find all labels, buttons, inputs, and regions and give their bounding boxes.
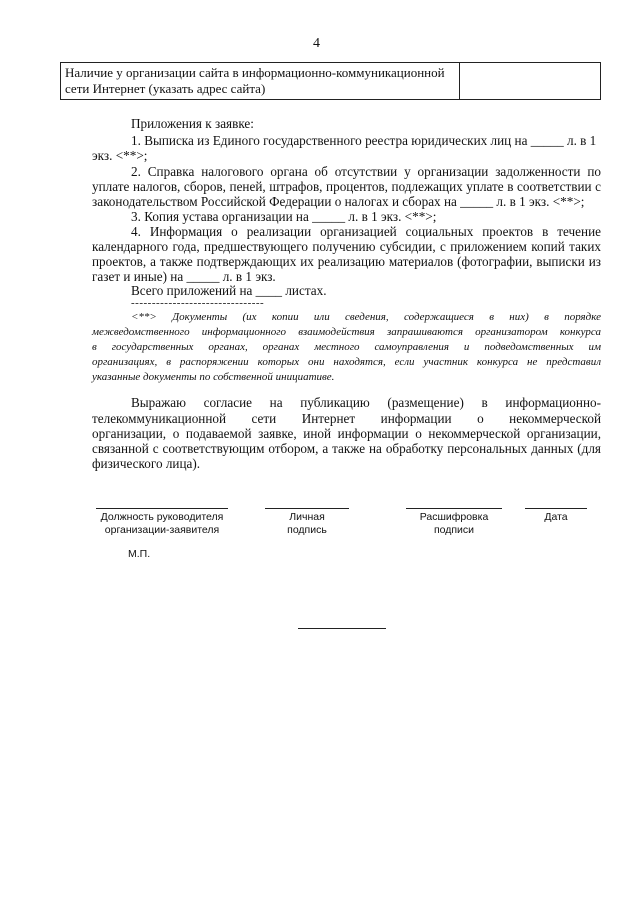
website-row-label: [61, 63, 460, 100]
position-signature-line[interactable]: [96, 508, 228, 509]
position-caption-line1: Должность руководителя: [100, 511, 224, 523]
appendix-item3: 3. Копия устава организации на _____ л. в 1 экз. <**>;: [131, 209, 437, 224]
appendix-item1-line1: 1. Выписка из Единого государственного реестра юридических лиц на _____ л. в 1: [131, 133, 597, 148]
consent-line1: Выражаю согласие на публикацию (размещение) в информационно-: [131, 395, 601, 410]
consent-line5: физического лица).: [92, 456, 201, 471]
consent-line2: телекоммуникационной сети Интернет информации о некоммерческой: [92, 411, 601, 426]
appendix-item2-line1: 2. Справка налогового органа об отсутствии у организации задолженности по: [131, 164, 601, 179]
website-label-line1: Наличие у организации сайта в информационно-коммуникационной: [65, 65, 445, 80]
website-row-value[interactable]: [460, 63, 601, 100]
consent-line3: организации, о подаваемой заявке, иной информации о некоммерческой организации,: [92, 426, 601, 441]
decoding-caption-line1: Расшифровка: [419, 511, 489, 523]
seal-placeholder: М.П.: [128, 548, 151, 560]
footnote-line5: указанные документы по собственной инициативе.: [92, 371, 335, 383]
appendix-item2-line3: законодательством Российской Федерации о налогах и сборах на _____ л. в 1 экз. <**>;: [92, 194, 585, 209]
appendix-item2-line2: уплате налогов, сборов, пеней, штрафов, процентов, подлежащих уплате в соответствии с: [92, 179, 601, 194]
appendix-item1-line2: экз. <**>;: [92, 148, 148, 163]
appendix-item4-line4: газет и иные) на _____ л. в 1 экз.: [92, 269, 276, 284]
end-of-document-line: [298, 628, 386, 629]
footnote-line1: <**> Документы (их копии или сведения, содержащиеся в них) в порядке: [131, 311, 601, 323]
position-caption-line2: организации-заявителя: [104, 524, 220, 536]
signature-caption-line1: Личная: [289, 511, 325, 523]
date-signature-line[interactable]: [525, 508, 587, 509]
appendix-item4-line2: календарного года, предшествующего получению субсидии, с приложением копий таких: [92, 239, 601, 254]
appendix-item4-line3: проектов, а также подтверждающих их реализацию материалов (фотографии, выписки из: [92, 254, 601, 269]
date-caption: Дата: [544, 511, 568, 523]
decoding-caption: [406, 511, 502, 537]
appendix-total: Всего приложений на ____ листах.: [131, 283, 327, 298]
website-label-line2: сети Интернет (указать адрес сайта): [65, 81, 266, 96]
footnote-line4: организациях, в распоряжении которых они находятся, если участник конкурса не представил: [92, 356, 601, 368]
appendix-item4-line1: 4. Информация о реализации организацией социальных проектов в течение: [131, 224, 601, 239]
page-number: 4: [313, 36, 320, 51]
footnote-separator: --------------------------------: [131, 297, 265, 309]
personal-signature-line[interactable]: [265, 508, 349, 509]
decoding-caption-line2: подписи: [433, 524, 475, 536]
decoding-signature-line[interactable]: [406, 508, 502, 509]
position-caption: [92, 511, 232, 537]
website-table: [60, 62, 601, 100]
signature-caption: [265, 511, 349, 537]
footnote-line2: межведомственного информационного взаимодействия запрашиваются организатором конкурса: [92, 326, 601, 338]
signature-caption-line2: подпись: [287, 524, 327, 536]
footnote-line3: в государственных органах, органах местного самоуправления и подведомственных им: [92, 341, 601, 353]
table-row: [61, 63, 601, 100]
consent-line4: связанной с соответствующим отбором, а также на обработку персональных данных (для: [92, 441, 601, 456]
appendix-heading: Приложения к заявке:: [131, 116, 254, 131]
